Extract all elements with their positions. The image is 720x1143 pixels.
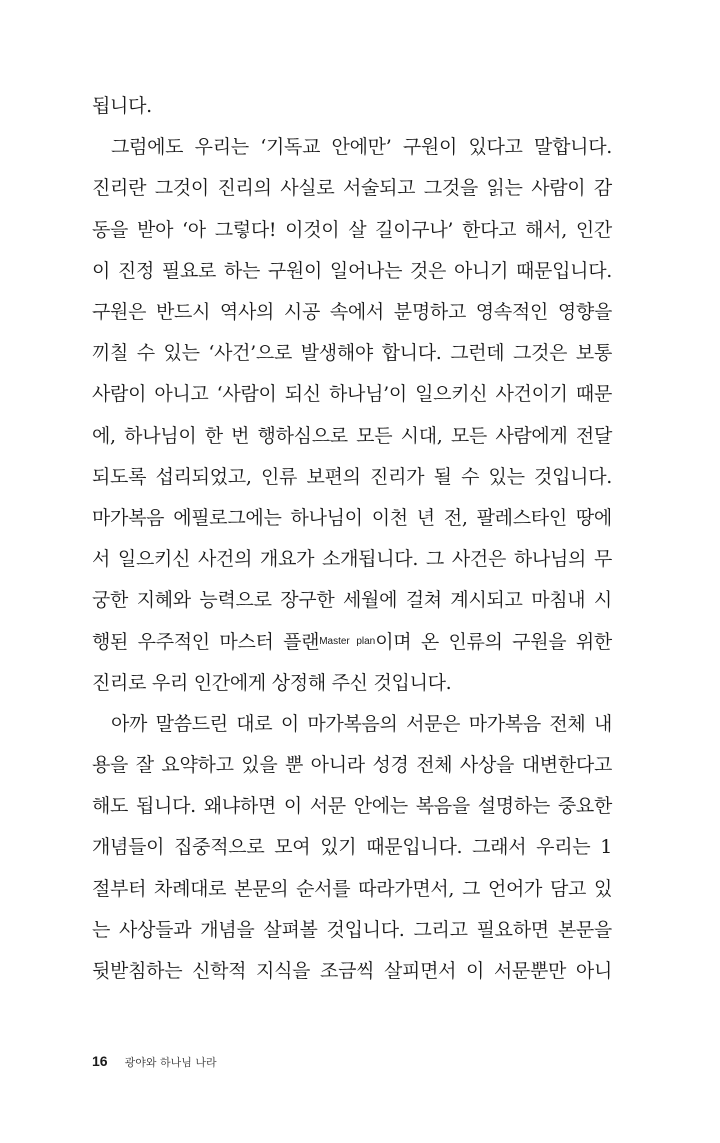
- paragraph-first-line: 아까 말씀드린 대로 이 마가복음의 서문은 마가복음 전체 내: [111, 712, 612, 735]
- text-line: 절부터 차례대로 본문의 순서를 따라가면서, 그 언어가 담고 있: [92, 877, 612, 900]
- text-line: 용을 잘 요약하고 있을 뿐 아니라 성경 전체 사상을 대변한다고: [92, 754, 612, 776]
- body-text: [92, 86, 612, 992]
- text-line: 해도 됩니다. 왜냐하면 이 서문 안에는 복음을 설명하는 중요한: [92, 795, 612, 818]
- text-line: 궁한 지혜와 능력으로 장구한 세월에 걸쳐 계시되고 마침내 시: [92, 589, 612, 612]
- text-line: 에, 하나님이 한 번 행하심으로 모든 시대, 모든 사람에게 전달: [92, 424, 612, 447]
- text-line: 이 진정 필요로 하는 구원이 일어나는 것은 아니기 때문입니다.: [92, 259, 612, 282]
- text-line: 사람이 아니고 ‘사람이 되신 하나님’이 일으키신 사건이기 때문: [92, 383, 612, 406]
- text-fragment: 이며 온 인류의 구원을 위한: [375, 631, 612, 654]
- paragraph-first-line: 그럼에도 우리는 ‘기독교 안에만’ 구원이 있다고 말합니다.: [111, 136, 612, 159]
- text-line: 진리로 우리 인간에게 상정해 주신 것입니다.: [92, 671, 452, 694]
- text-line: 는 사상들과 개념을 살펴볼 것입니다. 그리고 필요하면 본문을: [92, 918, 612, 941]
- text-line-with-gloss: [92, 621, 612, 662]
- text-line: 동을 받아 ‘아 그렇다! 이것이 살 길이구나’ 한다고 해서, 인간: [92, 218, 612, 241]
- text-line: 구원은 반드시 역사의 시공 속에서 분명하고 영속적인 영향을: [92, 300, 612, 323]
- text-line: 됩니다.: [92, 95, 152, 117]
- text-line: 진리란 그것이 진리의 사실로 서술되고 그것을 읽는 사람이 감: [92, 177, 612, 200]
- text-line: 되도록 섭리되었고, 인류 보편의 진리가 될 수 있는 것입니다.: [92, 465, 612, 488]
- text-line: 개념들이 집중적으로 모여 있기 때문입니다. 그래서 우리는 1: [92, 836, 612, 859]
- text-fragment: 행된 우주적인 마스터 플랜: [92, 631, 320, 654]
- english-gloss: Master plan: [319, 636, 376, 648]
- running-title: 광야와 하나님 나라: [124, 1056, 217, 1069]
- page-number: 16: [92, 1053, 108, 1069]
- text-line: 뒷받침하는 신학적 지식을 조금씩 살피면서 이 서문뿐만 아니: [92, 959, 612, 982]
- page-footer: [92, 1052, 217, 1070]
- text-line: 서 일으키신 사건의 개요가 소개됩니다. 그 사건은 하나님의 무: [92, 548, 612, 571]
- text-line: 끼칠 수 있는 ‘사건’으로 발생해야 합니다. 그런데 그것은 보통: [92, 342, 612, 365]
- text-line: 마가복음 에필로그에는 하나님이 이천 년 전, 팔레스타인 땅에: [92, 506, 612, 529]
